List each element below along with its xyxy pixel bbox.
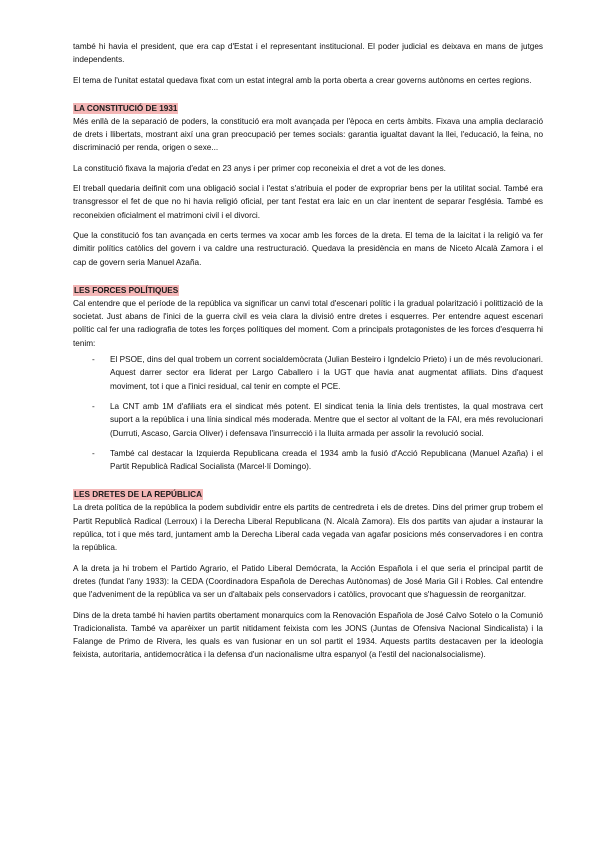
dretes-paragraph-3: Dins de la dreta també hi havien partits obertament monarquics com la Renovación Española de José Calvo Sotelo o la Comunió Tradicionalista. També va aparèixer un partit nitidament feixista com les JONS (Juntas de Ofensiva Nacional Sindicalista) i la Falange de Primo de Rivera, les quals es van fusionar en un sol partit el 1934. Aquests partits destacaven per la ideologia feixista, autoritaria, antidemocràtica i la defensa d'un nacionalisme ultra espanyol (a l'estil del nacionalsocialisme). — [73, 610, 543, 660]
list-item-text: La CNT amb 1M d'afiliats era el sindicat més potent. El sindicat tenia la línia dels trentistes, la qual mostrava cert suport a la república i una línia sindical més moderada. Mentre que el sector al voltant de la FAI, era més revolucionari (Durruti, Ascaso, Garcia Oliver) i defensava l'insurrecció i la lluita armada per assolir la revolució social. — [110, 401, 543, 438]
list-dash: - — [92, 448, 95, 458]
section-heading-constitucio: LA CONSTITUCIÓ DE 1931 — [74, 103, 178, 113]
list-item-text: També cal destacar la Izquierda Republicana creada el 1934 amb la fusió d'Acció Republicana (Manuel Azaña) i el Partit Republicà Radical Socialista (Marcel·lí Domingo). — [110, 448, 543, 472]
list-item — [73, 447, 543, 474]
forces-list — [73, 353, 543, 473]
section-heading-dretes: LES DRETES DE LA REPÚBLICA — [74, 490, 202, 500]
dretes-paragraph-2: A la dreta ja hi trobem el Partido Agrario, el Patido Liberal Demócrata, la Acción Española i el que seria el principal partit de dretes (fundat l'any 1933): la CEDA (Coordinadora Española de Derechas Autònomas) de José Maria Gil i Robles. Cal entendre que l'adveniment de la república va ser un d'altabaix pels conservadors i catòlics, provocant que s'haguessin de reorganitzar. — [73, 563, 543, 600]
document-page — [73, 40, 543, 669]
list-dash: - — [92, 355, 95, 365]
constitucio-paragraph-1: Més enllà de la separació de poders, la constitució era molt avançada per l'època en certs àmbits. Fixava una amplia declaració de drets i llibertats, mostrant així una gran preocupació per temes socials: garantia igualtat davant la llei, l'educació, la feina, no discriminació per renda, origen o sexe... — [73, 116, 543, 153]
intro-paragraph-1: també hi havia el president, que era cap d'Estat i el representant institucional. El poder judicial es deixava en mans de jutges independents. — [73, 42, 543, 65]
list-item — [73, 400, 543, 440]
list-item — [73, 353, 543, 393]
list-dash: - — [92, 401, 95, 411]
constitucio-paragraph-2: La constitució fixava la majoria d'edat en 23 anys i per primer cop reconeixia el dret a vot de les dones. — [73, 163, 446, 173]
forces-paragraph-1: Cal entendre que el període de la república va significar un canvi total d'escenari polític i la gradual polarització i polittizació de la societat. Just abans de l'inici de la guerra civil es veia clara la divisió entre dretes i esquerres. Per entendre aquest escenari polític cal fer una radiografia de totes les forçes polítiques del moment. Com a principals protagonistes de les forces d'esquerra hi tenim: — [73, 298, 543, 348]
section-heading-forces: LES FORCES POLÍTIQUES — [74, 285, 179, 295]
intro-paragraph-2: El tema de l'unitat estatal quedava fixat com un estat integral amb la porta oberta a crear governs autònoms en certes regions. — [73, 75, 532, 85]
dretes-paragraph-1: La dreta política de la república la podem subdividir entre els partits de centredreta i els de dretes. Dins del primer grup trobem el Partit Republicà Radical (Lerroux) i la Derecha Liberal Republicana (N. Alcalà Zamora). Els dos partits van ajudar a instaurar la repúlica, tot i que més tard, juntament amb la Derecha Liberal cada vegada van agafar posicions més conservadores i en contra la república. — [73, 503, 543, 553]
list-item-text: El PSOE, dins del qual trobem un corrent socialdemòcrata (Julian Besteiro i Igndelcio Prieto) i un de més revolucionari. Aquest darrer sector era liderat per Largo Caballero i la UGT que havia anat augmentat afiliats. Dins d'aquest moviment, tot i que a l'inici residual, cal tenir en compte el PCE. — [110, 355, 543, 391]
constitucio-paragraph-3: El treball quedaria deifinit com una obligació social i l'estat s'atribuia el poder de expropriar bens per la utilitat social. També era transgressor el fet de que no hi havia religió oficial, per tant l'estat era laic en un clar inentent de separar l'església. També es reconeixien oficialment el matrimoni civil i el divorci. — [73, 184, 543, 220]
constitucio-paragraph-4: Que la constitució fos tan avançada en certs termes va xocar amb les forces de la dreta. El tema de la laicitat i la religió va fer dimitir polítics catòlics del govern i va caldre una restructuració. Quedava la presidència en mans de Niceto Alcalà Zamora i el cap de govern seria Manuel Azaña. — [73, 230, 543, 267]
